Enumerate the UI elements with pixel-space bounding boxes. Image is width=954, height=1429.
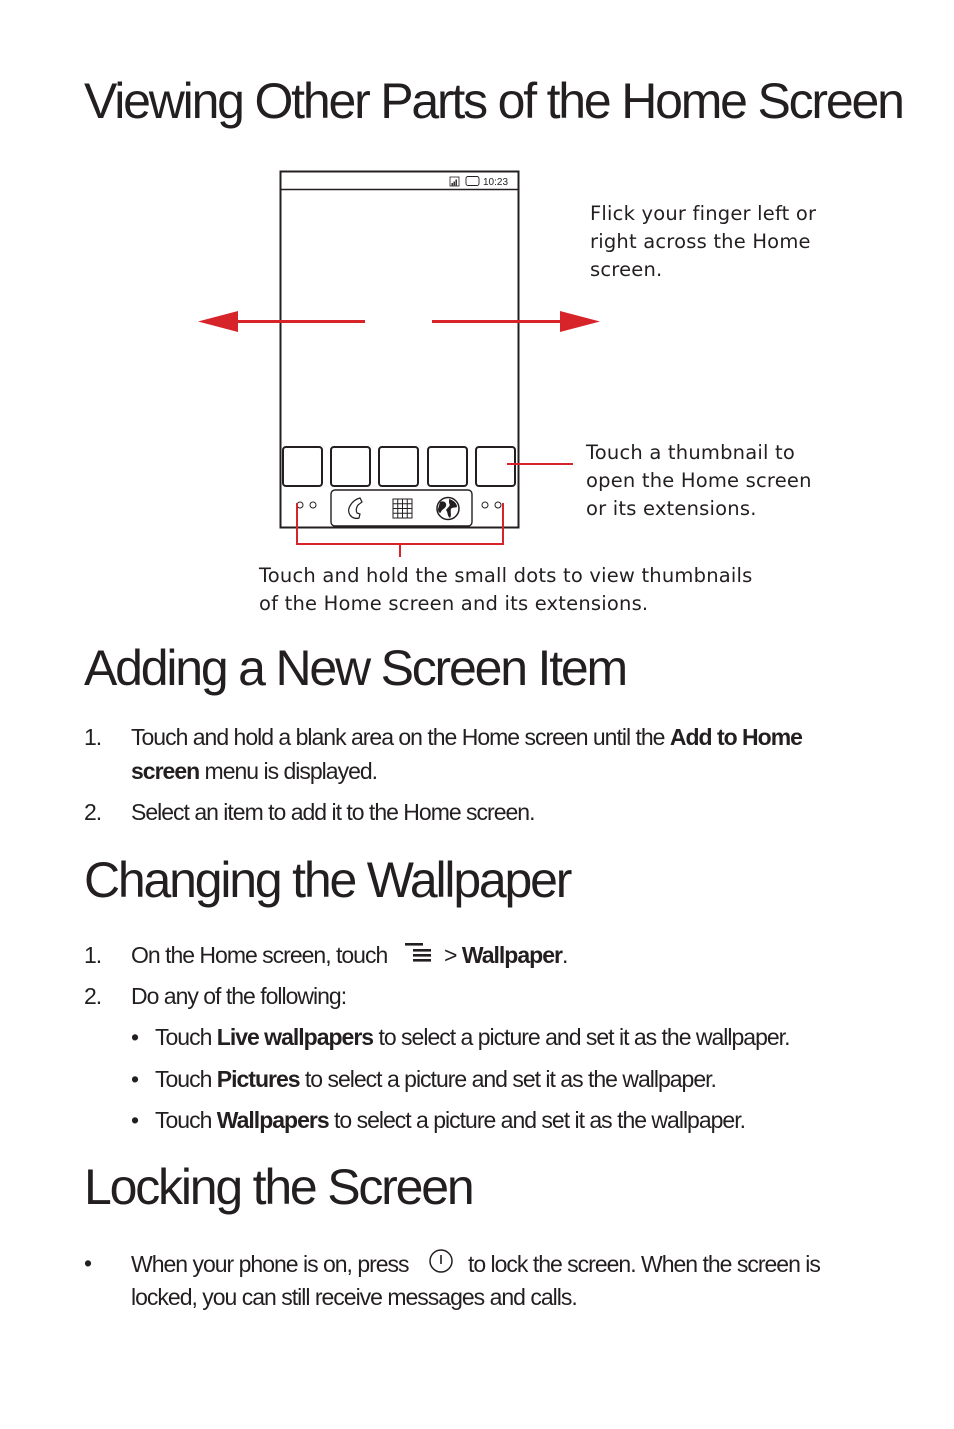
- wallpaper-step-1-number: 1.: [84, 942, 102, 968]
- status-clock: 10:23: [483, 177, 509, 188]
- pictures-label: Pictures: [216, 1066, 300, 1092]
- adding-step-2-number: 2.: [84, 799, 102, 825]
- wallpaper-step-2-number: 2.: [84, 983, 102, 1009]
- section-title-locking: Locking the Screen: [84, 1159, 473, 1215]
- bullet-wallpapers-pre: Touch: [155, 1107, 217, 1133]
- power-key-icon: [428, 1248, 454, 1280]
- menu-separator: >: [438, 942, 462, 968]
- flick-callout: [590, 200, 816, 284]
- flick-callout-line-1: Flick your finger left or: [590, 202, 817, 225]
- bullet-wallpapers-dot: •: [131, 1107, 139, 1133]
- dots-callout: [259, 562, 753, 618]
- thumbnail-callout-line-3: or its extensions.: [586, 497, 757, 520]
- adding-step-1-text: Touch and hold a blank area on the Home screen until the: [131, 724, 670, 750]
- locking-line-1-pre: When your phone is on, press: [131, 1251, 409, 1278]
- thumbnail-4: [428, 447, 467, 486]
- thumbnail-2: [331, 447, 370, 486]
- menu-key-icon: [405, 941, 431, 969]
- section-title-adding: Adding a New Screen Item: [84, 640, 626, 696]
- bullet-wallpapers-post: to select a picture and set it as the wallpaper.: [328, 1107, 746, 1133]
- bullet-live-dot: •: [131, 1024, 139, 1050]
- browser-globe-icon: [437, 498, 459, 520]
- bullet-live-pre: Touch: [155, 1024, 217, 1050]
- locking-line-1-post: to lock the screen. When the screen is: [467, 1251, 820, 1278]
- adding-step-2-text: Select an item to add it to the Home screen.: [131, 799, 535, 825]
- dots-callout-line-2: of the Home screen and its extensions.: [259, 592, 649, 615]
- arrow-left-head: [198, 311, 238, 332]
- section-title-wallpaper: Changing the Wallpaper: [84, 852, 571, 908]
- flick-callout-line-3: screen.: [590, 258, 663, 281]
- bullet-live-wallpapers: [155, 1024, 789, 1051]
- arrow-right-head: [560, 311, 600, 332]
- section-title-viewing: Viewing Other Parts of the Home Screen: [84, 73, 903, 129]
- wallpaper-step-2-text: Do any of the following:: [131, 983, 347, 1009]
- bullet-pictures-post: to select a picture and set it as the wallpaper.: [299, 1066, 716, 1092]
- dots-callout-line-1: Touch and hold the small dots to view thumbnails: [259, 564, 753, 587]
- bullet-live-post: to select a picture and set it as the wallpaper.: [373, 1024, 790, 1050]
- wallpaper-option-label: Wallpaper: [461, 942, 562, 968]
- bullet-pictures: [155, 1066, 716, 1093]
- thumbnail-1: [283, 447, 322, 486]
- adding-step-1-text-cont: menu is displayed.: [199, 758, 378, 784]
- locking-bullet-dot: •: [84, 1250, 92, 1276]
- adding-step-1-line-2: [131, 758, 377, 785]
- bullet-pictures-pre: Touch: [155, 1066, 217, 1092]
- bullet-wallpapers: [155, 1107, 745, 1134]
- thumbnail-callout-line-1: Touch a thumbnail to: [586, 441, 795, 464]
- add-to-home-label: Add to Home: [669, 724, 802, 750]
- thumbnail-callout-line-2: open the Home screen: [586, 469, 812, 492]
- adding-step-1-number: 1.: [84, 724, 102, 750]
- add-to-home-label-cont: screen: [131, 758, 200, 784]
- bullet-pictures-dot: •: [131, 1066, 139, 1092]
- wallpapers-label: Wallpapers: [216, 1107, 329, 1133]
- locking-line-1: [131, 1250, 820, 1282]
- wallpaper-step-1-text: On the Home screen, touch: [131, 942, 388, 968]
- wallpaper-step-1: [131, 942, 567, 971]
- locking-line-2: locked, you can still receive messages and calls.: [131, 1284, 577, 1310]
- thumbnail-5: [476, 447, 515, 486]
- wallpaper-step-1-period: .: [561, 942, 568, 968]
- live-wallpapers-label: Live wallpapers: [216, 1024, 374, 1050]
- thumbnail-callout: [586, 439, 812, 523]
- thumbnail-3: [379, 447, 418, 486]
- flick-callout-line-2: right across the Home: [590, 230, 811, 253]
- adding-step-1-line-1: [131, 724, 802, 751]
